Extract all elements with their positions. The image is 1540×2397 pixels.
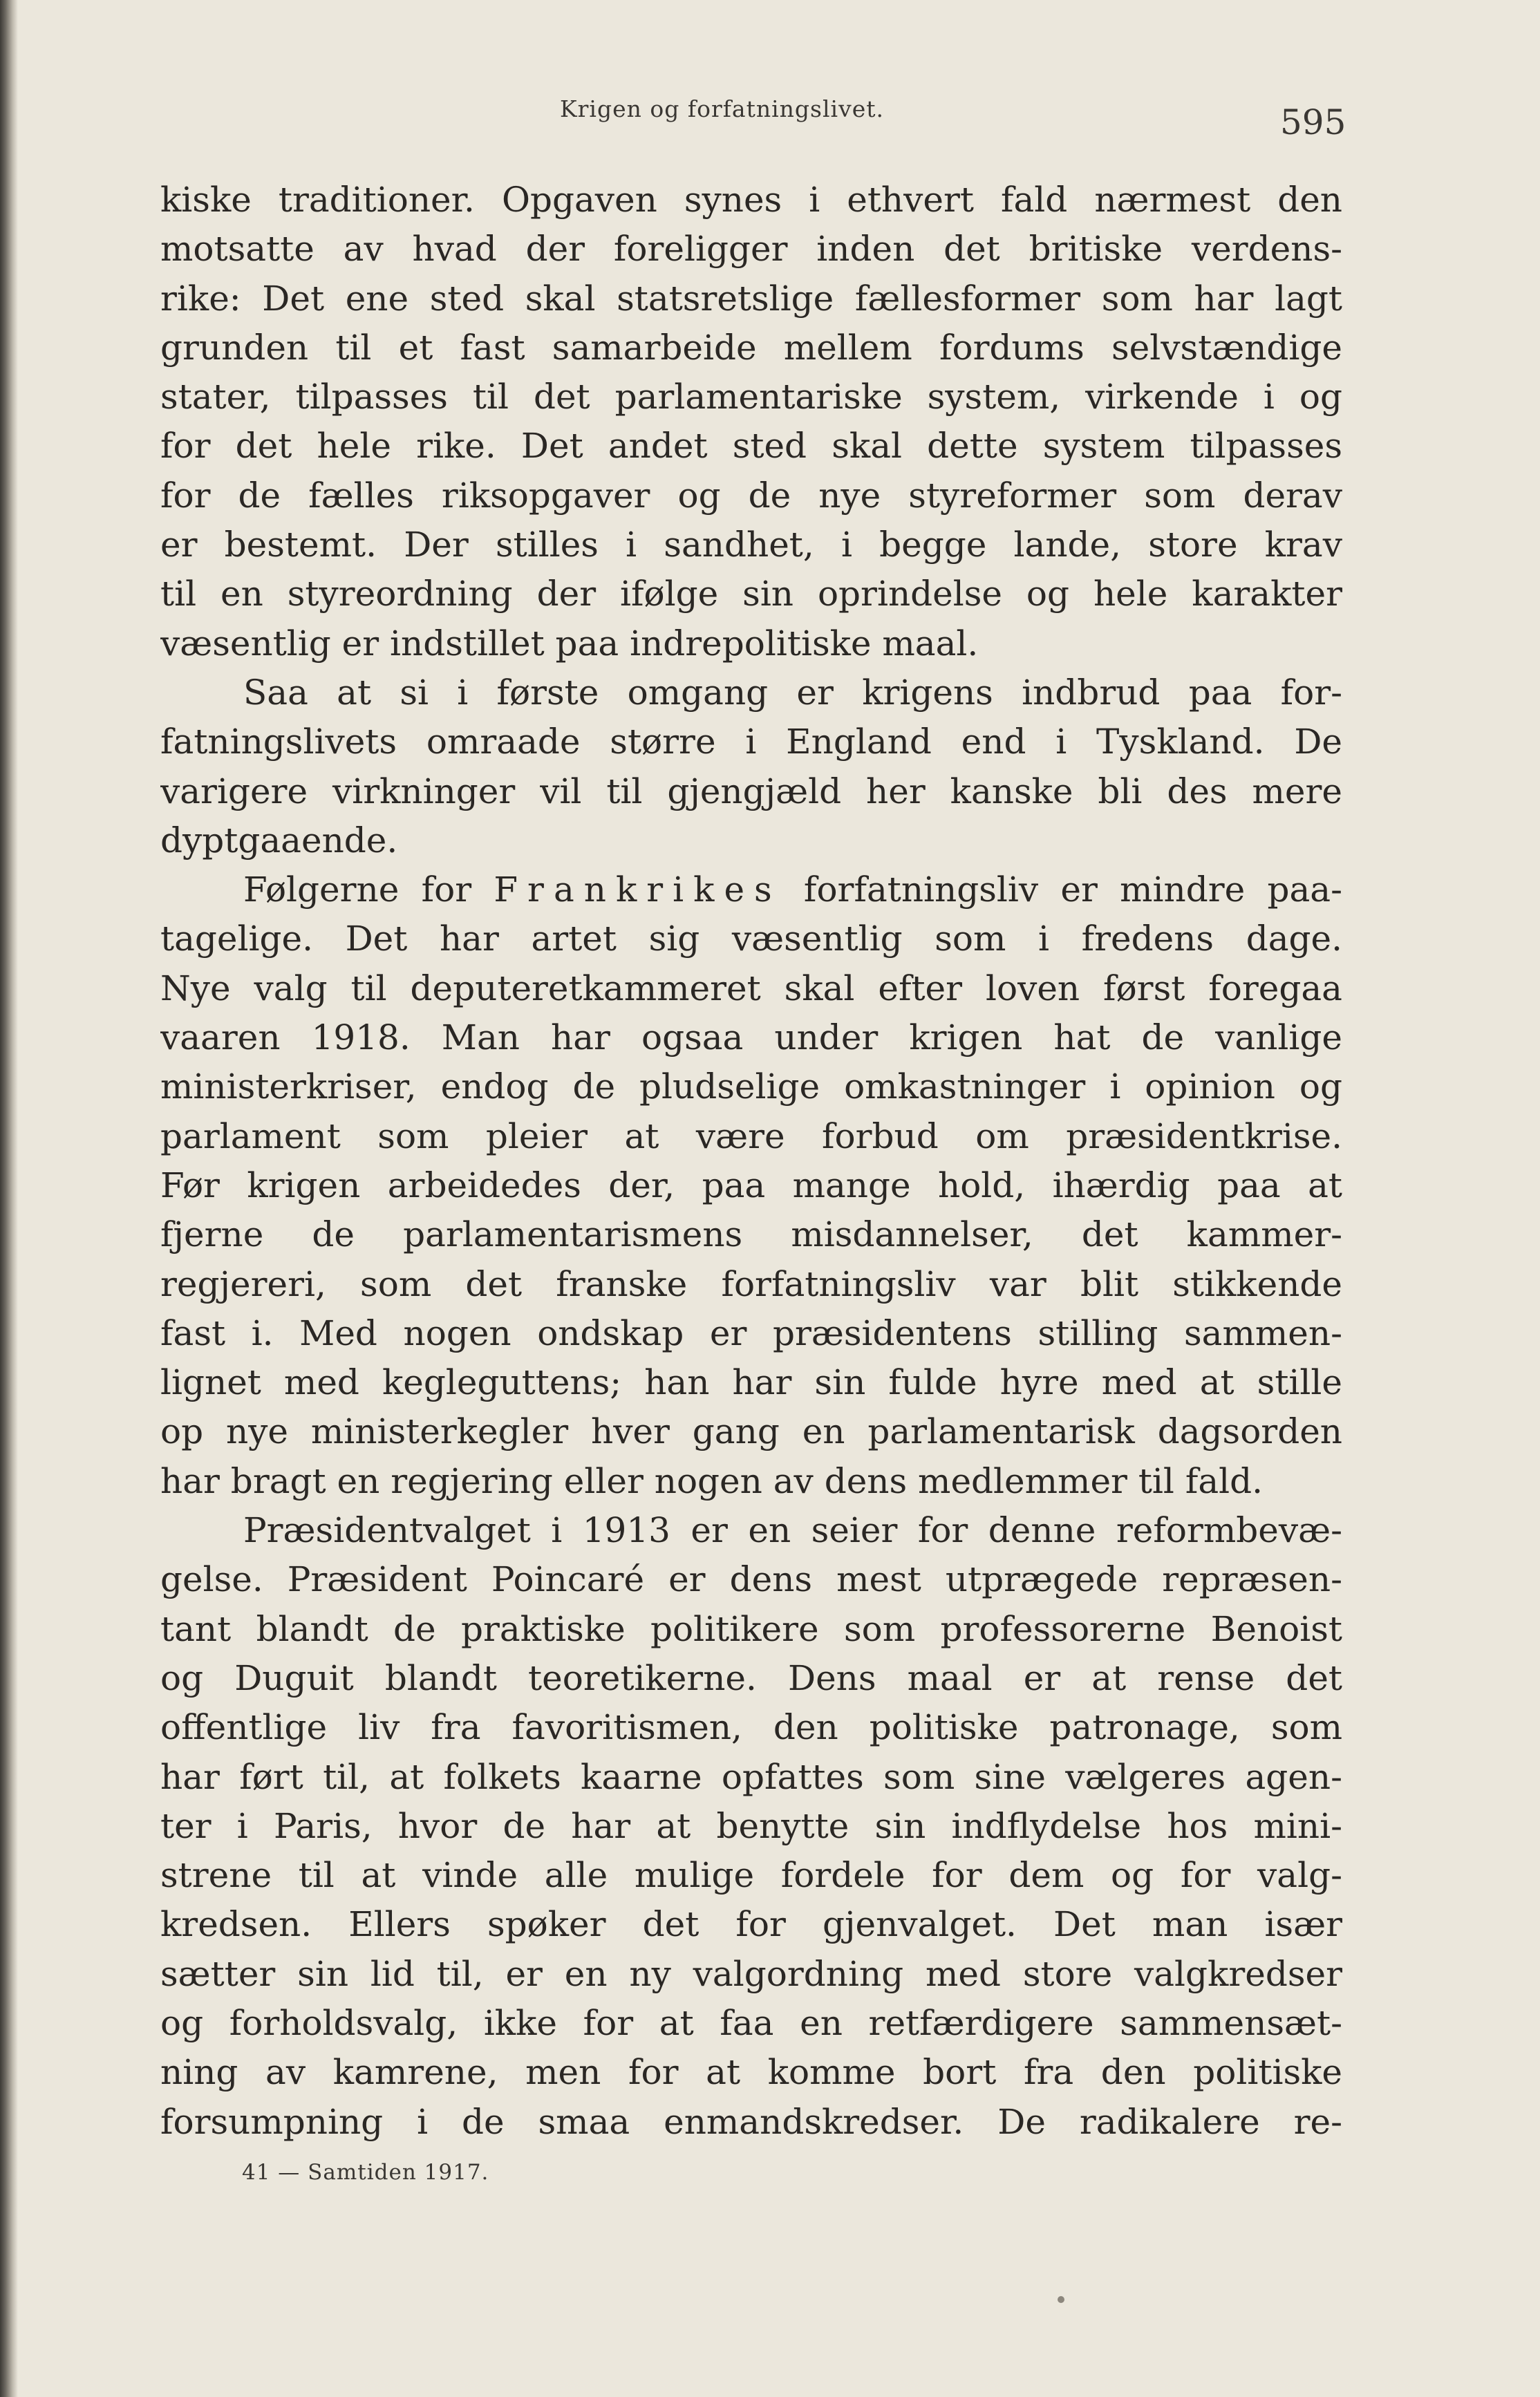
binding-edge-shadow <box>0 0 18 2397</box>
text-line-27: har bragt en regjering eller nogen av dens medlemmer til fald. <box>160 1460 1264 1501</box>
text-line-28: Præsidentvalget i 1913 er en seier for denne reformbevæ- <box>243 1510 1342 1551</box>
text-line-9: til en styreordning der ifølge sin oprindelse og hele karakter <box>160 574 1342 614</box>
text-line-5: stater, tilpasses til det parlamentariske system, virkende i og <box>160 377 1342 417</box>
text-line-14: dyptgaaende. <box>160 820 398 861</box>
text-line-1: kiske traditioner. Opgaven synes i ethvert fald nærmest den <box>160 180 1342 220</box>
text-line-21: Før krigen arbeidedes der, paa mange hold, ihærdig paa at <box>160 1165 1342 1205</box>
text-line-2: motsatte av hvad der foreligger inden det britiske verdens- <box>160 229 1342 270</box>
text-line-31: og Duguit blandt teoretikerne. Dens maal er at rense det <box>160 1657 1342 1698</box>
text-line-29: gelse. Præsident Poincaré er dens mest utprægede repræsen- <box>160 1559 1342 1600</box>
text-line-15 <box>160 865 1342 914</box>
text-line-8: er bestemt. Der stilles i sandhet, i begge lande, store krav <box>160 525 1342 565</box>
text-line-35: strene til at vinde alle mulige fordele for dem og for valg- <box>160 1855 1342 1896</box>
text-line-37: sætter sin lid til, er en ny valgordning med store valgkredser <box>160 1953 1342 1994</box>
text-line-36: kredsen. Ellers spøker det for gjenvalget. Det man især <box>160 1904 1342 1945</box>
text-line-23: regjereri, som det franske forfatningsliv var blit stikkende <box>160 1263 1342 1304</box>
text-line-26: op nye ministerkegler hver gang en parlamentarisk dagsorden <box>160 1411 1342 1452</box>
text-line-38: og forholdsvalg, ikke for at faa en retfærdigere sammensæt- <box>160 2002 1342 2043</box>
text-line-16: tagelige. Det har artet sig væsentlig som i fredens dage. <box>160 919 1342 959</box>
text-line-33: har ført til, at folkets kaarne opfattes som sine vælgeres agen- <box>160 1756 1342 1797</box>
text-line-20: parlament som pleier at være forbud om præsidentkrise. <box>160 1116 1342 1156</box>
paper-speck <box>1058 2296 1064 2303</box>
spaced-word-frankrikes: Frankrikes <box>494 870 782 910</box>
text-line-15-start: Følgerne for <box>243 870 494 910</box>
text-line-7: for de fælles riksopgaver og de nye styreformer som derav <box>160 475 1342 516</box>
page-number: 595 <box>1280 102 1346 142</box>
running-title: Krigen og forfatningslivet. <box>560 95 885 122</box>
signature-line: 41 — Samtiden 1917. <box>242 2160 489 2185</box>
text-line-22: fjerne de parlamentarismens misdannelser, det kammer- <box>160 1214 1342 1255</box>
text-line-25: lignet med kegleguttens; han har sin fulde hyre med at stille <box>160 1362 1342 1403</box>
text-line-19: ministerkriser, endog de pludselige omkastninger i opinion og <box>160 1066 1342 1107</box>
text-line-4: grunden til et fast samarbeide mellem fordums selvstændige <box>160 327 1342 368</box>
text-line-3: rike: Det ene sted skal statsretslige fællesformer som har lagt <box>160 278 1342 319</box>
text-line-15-rest: forfatningsliv er mindre paa- <box>781 870 1342 910</box>
body-text <box>160 176 1342 2147</box>
text-line-30: tant blandt de praktiske politikere som professorerne Benoist <box>160 1608 1342 1649</box>
text-line-13: varigere virkninger vil til gjengjæld her kanske bli des mere <box>160 771 1342 811</box>
text-line-6: for det hele rike. Det andet sted skal dette system tilpasses <box>160 426 1342 467</box>
text-line-11: Saa at si i første omgang er krigens indbrud paa for- <box>243 672 1342 713</box>
text-line-34: ter i Paris, hvor de har at benytte sin indflydelse hos mini- <box>160 1805 1342 1846</box>
text-line-18: vaaren 1918. Man har ogsaa under krigen hat de vanlige <box>160 1017 1342 1058</box>
text-line-24: fast i. Med nogen ondskap er præsidentens stilling sammen- <box>160 1313 1342 1353</box>
text-line-17: Nye valg til deputeretkammeret skal efter loven først foregaa <box>160 968 1342 1008</box>
text-line-39: ning av kamrene, men for at komme bort fra den politiske <box>160 2052 1342 2093</box>
text-line-40: forsumpning i de smaa enmandskredser. De radikalere re- <box>160 2101 1342 2142</box>
text-line-12: fatningslivets omraade større i England end i Tyskland. De <box>160 722 1342 762</box>
text-line-10: væsentlig er indstillet paa indrepolitiske maal. <box>160 623 979 664</box>
text-line-32: offentlige liv fra favoritismen, den politiske patronage, som <box>160 1707 1342 1748</box>
